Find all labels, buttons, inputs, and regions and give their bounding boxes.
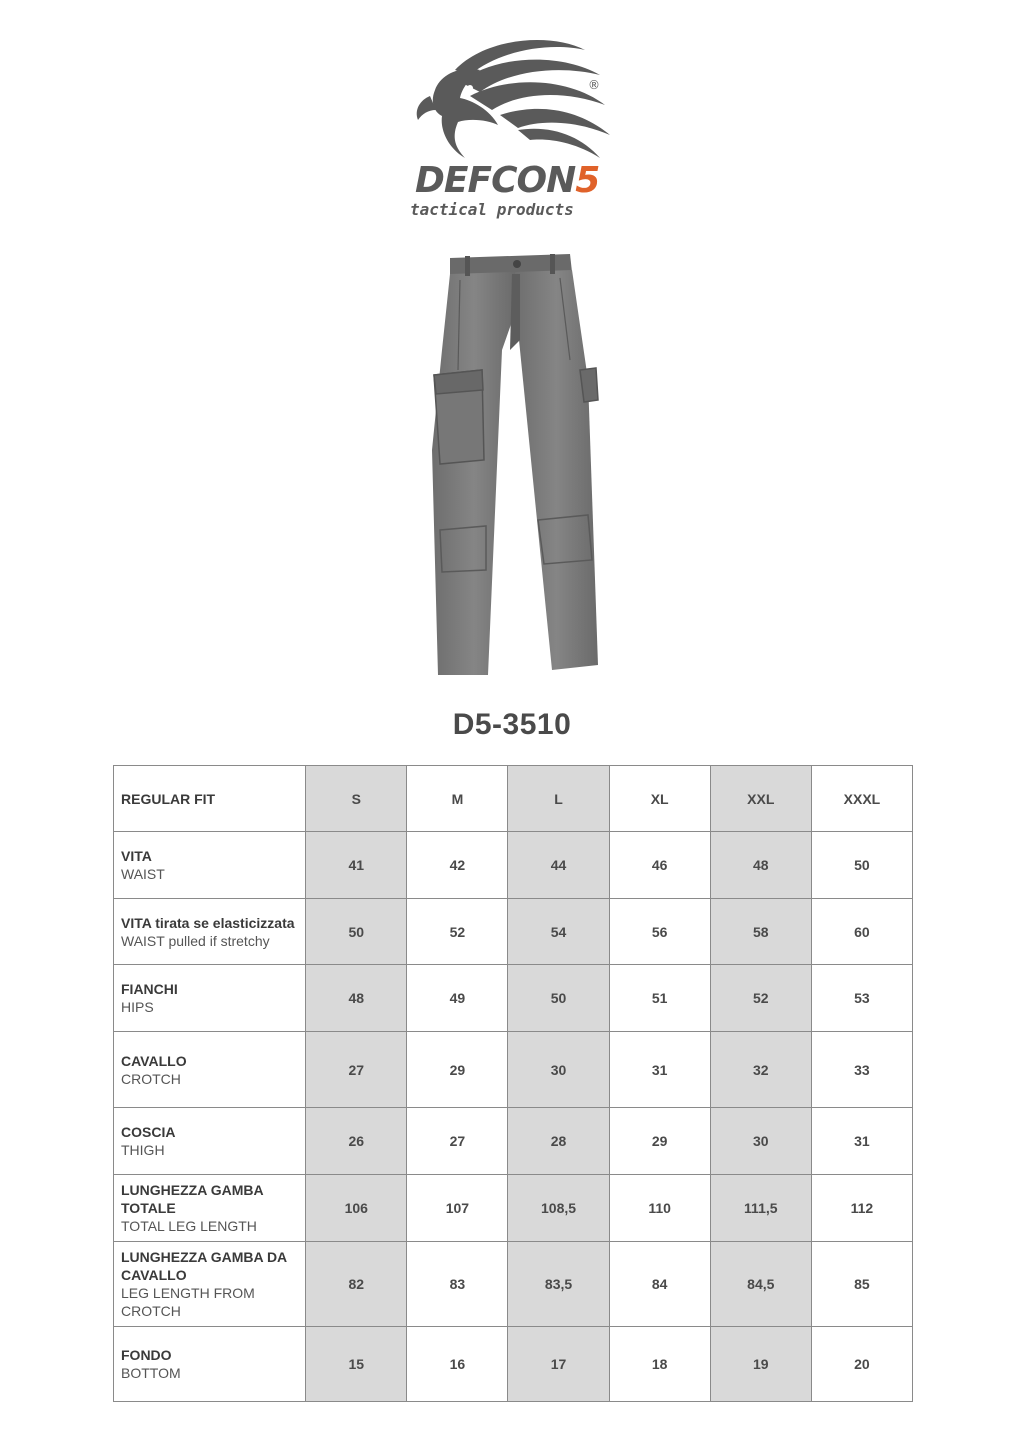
measure-label-it: VITA <box>121 848 152 864</box>
size-value: 32 <box>710 1032 811 1108</box>
brand-tagline: tactical products <box>410 200 574 219</box>
table-row <box>114 832 913 899</box>
size-value: 51 <box>609 965 710 1032</box>
size-header: XXL <box>710 766 811 832</box>
measure-label <box>114 1108 306 1175</box>
size-value: 60 <box>811 899 912 965</box>
fit-header: REGULAR FIT <box>114 766 306 832</box>
size-value: 30 <box>508 1032 609 1108</box>
size-value: 53 <box>811 965 912 1032</box>
size-value: 31 <box>811 1108 912 1175</box>
size-value: 84,5 <box>710 1242 811 1327</box>
size-value: 46 <box>609 832 710 899</box>
size-value: 56 <box>609 899 710 965</box>
size-value: 112 <box>811 1175 912 1242</box>
size-header: L <box>508 766 609 832</box>
table-row <box>114 1108 913 1175</box>
size-value: 31 <box>609 1032 710 1108</box>
brand-name-accent: 5 <box>575 160 600 201</box>
size-value: 58 <box>710 899 811 965</box>
size-value: 83 <box>407 1242 508 1327</box>
size-value: 27 <box>306 1032 407 1108</box>
brand-name <box>415 160 620 201</box>
table-row <box>114 1175 913 1242</box>
measure-label-it: FONDO <box>121 1347 172 1363</box>
size-value: 82 <box>306 1242 407 1327</box>
size-value: 17 <box>508 1327 609 1402</box>
size-value: 83,5 <box>508 1242 609 1327</box>
size-value: 111,5 <box>710 1175 811 1242</box>
size-value: 30 <box>710 1108 811 1175</box>
size-value: 28 <box>508 1108 609 1175</box>
size-value: 16 <box>407 1327 508 1402</box>
table-row <box>114 1032 913 1108</box>
measure-label-it: LUNGHEZZA GAMBA TOTALE <box>121 1182 264 1216</box>
measure-label-it: LUNGHEZZA GAMBA DA CAVALLO <box>121 1249 287 1283</box>
eagle-head-icon <box>400 30 630 165</box>
size-value: 15 <box>306 1327 407 1402</box>
size-value: 50 <box>811 832 912 899</box>
cargo-pants-image <box>420 250 610 680</box>
size-value: 52 <box>710 965 811 1032</box>
size-value: 48 <box>710 832 811 899</box>
size-header: XL <box>609 766 710 832</box>
size-header: M <box>407 766 508 832</box>
size-value: 84 <box>609 1242 710 1327</box>
size-value: 42 <box>407 832 508 899</box>
size-value: 48 <box>306 965 407 1032</box>
measure-label-en: WAIST pulled if stretchy <box>121 932 270 949</box>
measure-label <box>114 899 306 965</box>
size-value: 50 <box>508 965 609 1032</box>
table-row <box>114 1242 913 1327</box>
measure-label-en: HIPS <box>121 999 154 1015</box>
product-code: D5-3510 <box>452 708 572 741</box>
size-value: 107 <box>407 1175 508 1242</box>
measure-label-en: CROTCH <box>121 1070 181 1087</box>
measure-label <box>114 965 306 1032</box>
size-value: 33 <box>811 1032 912 1108</box>
measure-label <box>114 1032 306 1108</box>
size-value: 26 <box>306 1108 407 1175</box>
size-chart-table <box>113 765 913 1402</box>
measure-label-it: VITA tirata se elasticizzata <box>121 914 295 931</box>
size-header: XXXL <box>811 766 912 832</box>
brand-name-main: DEFCON <box>415 160 576 201</box>
size-header: S <box>306 766 407 832</box>
registered-mark: ® <box>588 78 600 92</box>
measure-label-it: FIANCHI <box>121 981 178 997</box>
size-value: 49 <box>407 965 508 1032</box>
measure-label <box>114 1175 306 1242</box>
brand-logo <box>400 30 630 230</box>
table-row <box>114 1327 913 1402</box>
size-value: 20 <box>811 1327 912 1402</box>
table-row <box>114 965 913 1032</box>
size-value: 18 <box>609 1327 710 1402</box>
size-value: 27 <box>407 1108 508 1175</box>
measure-label-en: THIGH <box>121 1142 165 1158</box>
measure-label-en: WAIST <box>121 866 165 882</box>
size-value: 50 <box>306 899 407 965</box>
size-value: 52 <box>407 899 508 965</box>
size-value: 106 <box>306 1175 407 1242</box>
measure-label <box>114 1242 306 1327</box>
size-value: 29 <box>609 1108 710 1175</box>
measure-label-en: BOTTOM <box>121 1365 181 1381</box>
measure-label <box>114 832 306 899</box>
size-value: 44 <box>508 832 609 899</box>
measure-label-it: CAVALLO <box>121 1052 187 1069</box>
measure-label <box>114 1327 306 1402</box>
size-value: 110 <box>609 1175 710 1242</box>
measure-label-en: TOTAL LEG LENGTH <box>121 1218 257 1234</box>
size-value: 19 <box>710 1327 811 1402</box>
table-row <box>114 899 913 965</box>
measure-label-it: COSCIA <box>121 1124 176 1140</box>
size-value: 54 <box>508 899 609 965</box>
size-value: 29 <box>407 1032 508 1108</box>
measure-label-en: LEG LENGTH FROM CROTCH <box>121 1285 255 1319</box>
size-value: 85 <box>811 1242 912 1327</box>
size-value: 108,5 <box>508 1175 609 1242</box>
table-header-row <box>114 766 913 832</box>
size-value: 41 <box>306 832 407 899</box>
